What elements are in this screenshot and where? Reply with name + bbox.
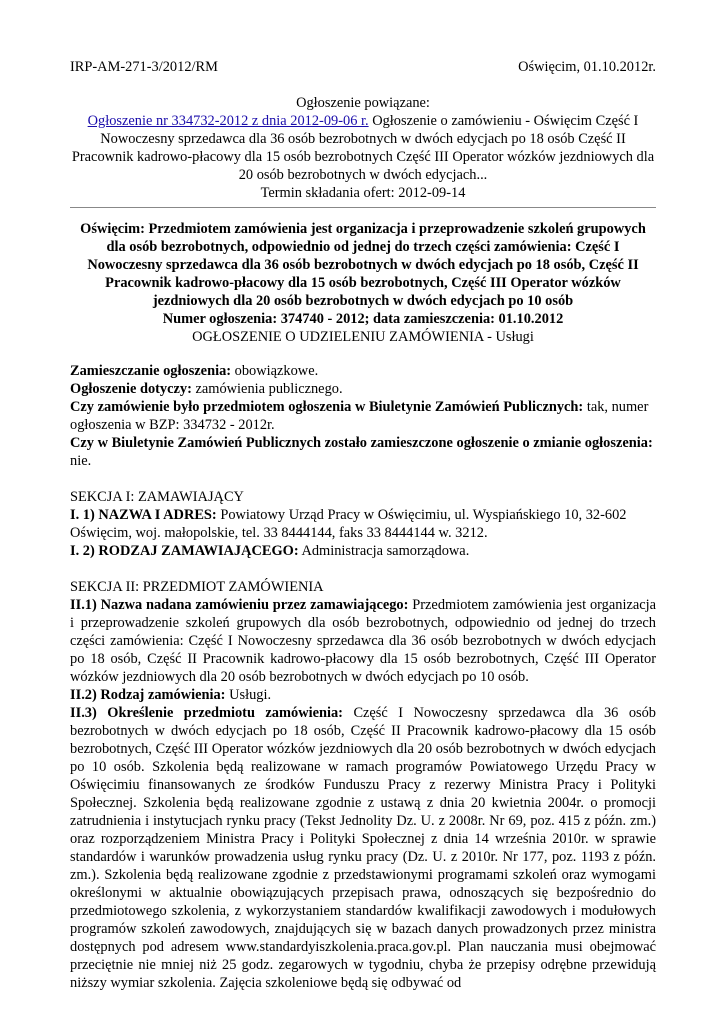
placement-line: Zamieszczanie ogłoszenia: obowiązkowe. [70,363,319,379]
section1-name-address: I. 1) NAZWA I ADRES: Powiatowy Urząd Pracy w Oświęcimiu, ul. Wyspiańskiego 10, 32-602 Oświęcim, woj. małopolskie, tel. 33 8444144, faks 33 8444144 w. 3212. [70,507,627,541]
related-notice-link[interactable]: Ogłoszenie nr 334732-2012 z dnia 2012-09-06 r. [87,113,369,129]
bzp-line: Czy zamówienie było przedmiotem ogłoszenia w Biuletynie Zamówień Publicznych: tak, numer ogłoszenia w BZP: 334732 - 2012r. [70,399,649,433]
section1-heading: SEKCJA I: ZAMAWIAJĄCY [70,489,244,505]
related-label: Ogłoszenie powiązane: [296,95,430,111]
section1-type: I. 2) RODZAJ ZAMAWIAJĄCEGO: Administracja samorządowa. [70,543,470,559]
concerns-line: Ogłoszenie dotyczy: zamówienia publicznego. [70,381,343,397]
document-header [70,59,656,77]
section2-description: II.3) Określenie przedmiotu zamówienia: Część I Nowoczesny sprzedawca dla 36 osób bezrobotnych w dwóch edycjach po 18 osób, Część II Pracownik kadrowo-płacowy dla 15 osób bezrobotnych, Część III Operator wózków jezdniowych dla 20 osób bezrobotnych w dwóch edycjach po 10 osób. Szkolenia będą realizowane w ramach programów Powiatowego Urzędu Pracy w Oświęcimiu finansowanych ze środków Funduszu Pracy z rezerwy Ministra Pracy i Polityki Społecznej. Szkolenia będą realizowane zgodnie z ustawą z dnia 20 kwietnia 2004r. o promocji zatrudnienia i instytucjach rynku pracy (Tekst Jednolity Dz. U. z 2008r. Nr 69, poz. 415 z późn. zm.) oraz rozporządzeniem Ministra Pracy i Polityki Społecznej z dnia 14 września 2010r. w sprawie standardów i warunków prowadzenia usług rynku pracy (Dz. U. z 2010r. Nr 177, poz. 1193 z późn. zm.). Szkolenia będą realizowane zgodnie z przedstawionymi programami szkoleń oraz wymogami określonymi w aktualnie obowiązujących przepisach prawa, odnoszących się bezpośrednio do przedmiotowego szkolenia, z wykorzystaniem standardów kwalifikacji zawodowych i modułowych programów szkoleń zawodowych, znajdujących się w bazach danych prowadzonych przez ministra dostępnych pod adresem www.standardyiszkolenia.praca.gov.pl. Plan nauczania musi obejmować przeciętnie nie mniej niż 25 godz. zegarowych w tygodniu, chyba że przepisy odrębne przewidują niższy wymiar szkolenia. Zajęcia szkoleniowe będą się odbywać od [70,705,657,991]
related-description: Ogłoszenie o zamówieniu - Oświęcim Część I Nowoczesny sprzedawca dla 36 osób bezrobotnych w dwóch edycjach po 18 osób Część II Pracownik kadrowo-płacowy dla 15 osób bezrobotnych Część III Operator wózków jezdniowych dla 20 osób bezrobotnych w dwóch edycjach... [71,113,655,183]
reference-number: IRP-AM-271-3/2012/RM [70,59,218,75]
section2-type: II.2) Rodzaj zamówienia: Usługi. [70,687,272,703]
notice-title-block [70,220,656,346]
section2-name: II.1) Nazwa nadana zamówieniu przez zamawiającego: Przedmiotem zamówienia jest organizacja i przeprowadzenie szkoleń grupowych dla osób bezrobotnych, odpowiednio od jednej do trzech części zamówienia: Część I Nowoczesny sprzedawca dla 36 osób bezrobotnych w dwóch edycjach po 18 osób, Część II Pracownik kadrowo-płacowy dla 15 osób bezrobotnych, Część III Operator wózków jezdniowych dla 20 osób bezrobotnych w dwóch edycjach po 10 osób. [70,597,656,685]
related-notice [70,94,656,202]
notice-type: OGŁOSZENIE O UDZIELENIU ZAMÓWIENIA - Usługi [192,329,534,345]
change-line: Czy w Biuletynie Zamówień Publicznych zostało zamieszczone ogłoszenie o zmianie ogłoszenia: nie. [70,435,653,469]
related-body [70,112,656,184]
notice-body [70,362,656,992]
section2-heading: SEKCJA II: PRZEDMIOT ZAMÓWIENIA [70,579,324,595]
horizontal-divider [70,207,656,208]
notice-subject: Oświęcim: Przedmiotem zamówienia jest organizacja i przeprowadzenie szkoleń grupowych dla osób bezrobotnych, odpowiednio od jednej do trzech części zamówienia: Część I Nowoczesny sprzedawca dla 36 osób bezrobotnych w dwóch edycjach po 18 osób, Część II Pracownik kadrowo-płacowy dla 15 osób bezrobotnych, Część III Operator wózków jezdniowych dla 20 osób bezrobotnych w dwóch edycjach po 10 osób [80,221,646,309]
notice-number: Numer ogłoszenia: 374740 - 2012; data zamieszczenia: 01.10.2012 [162,311,564,327]
place-date: Oświęcim, 01.10.2012r. [518,59,656,75]
related-deadline: Termin składania ofert: 2012-09-14 [260,185,466,201]
